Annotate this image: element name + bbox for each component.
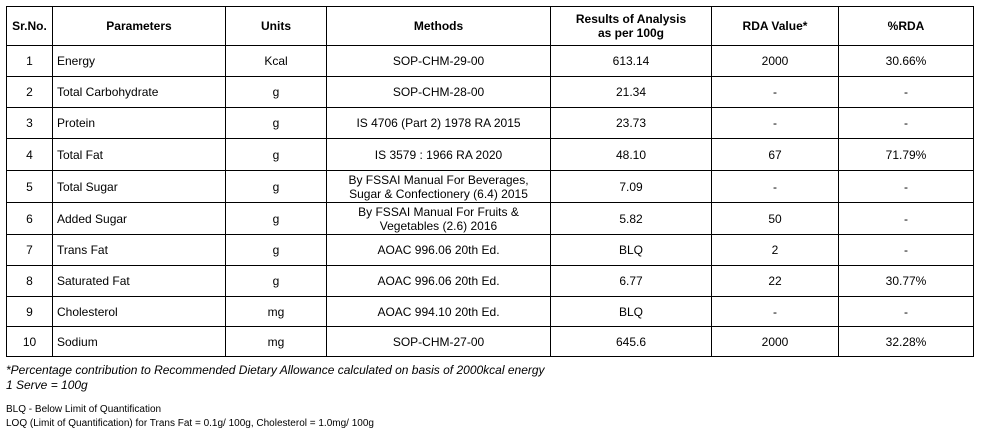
sr-no-cell: 1 xyxy=(7,46,53,77)
loq-note: LOQ (Limit of Quantification) for Trans Fat = 0.1g/ 100g, Cholesterol = 1.0mg/ 100g xyxy=(6,418,374,429)
method-cell xyxy=(327,266,551,297)
method-line: Vegetables (2.6) 2016 xyxy=(379,218,498,233)
pct-rda-cell: - xyxy=(839,235,974,266)
sr-no-cell: 8 xyxy=(7,266,53,297)
parameter-cell: Sodium xyxy=(53,327,226,357)
rda-value-cell: 2 xyxy=(712,235,839,266)
table-row xyxy=(7,235,974,266)
method-line: SOP-CHM-29-00 xyxy=(392,54,485,68)
header-rda-value: RDA Value* xyxy=(712,7,839,46)
method-line: AOAC 994.10 20th Ed. xyxy=(377,304,500,319)
result-cell: 613.14 xyxy=(551,46,712,77)
method-line: SOP-CHM-27-00 xyxy=(392,334,485,349)
table-row xyxy=(7,297,974,327)
method-line: Sugar & Confectionery (6.4) 2015 xyxy=(349,186,528,201)
method-cell xyxy=(327,171,551,203)
notes-section xyxy=(6,363,966,431)
pct-rda-cell: 30.66% xyxy=(839,46,974,77)
method-cell xyxy=(327,108,551,139)
sr-no-cell: 5 xyxy=(7,171,53,203)
pct-rda-cell: 71.79% xyxy=(839,139,974,171)
table-body xyxy=(7,46,974,357)
parameter-cell: Trans Fat xyxy=(53,235,226,266)
method-cell xyxy=(327,327,551,357)
rda-value-cell: 2000 xyxy=(712,327,839,357)
parameter-cell: Cholesterol xyxy=(53,297,226,327)
table-row xyxy=(7,171,974,203)
unit-cell: g xyxy=(226,203,327,235)
pct-rda-cell: - xyxy=(839,77,974,108)
header-units: Units xyxy=(226,7,327,46)
table-row xyxy=(7,77,974,108)
pct-rda-cell: - xyxy=(839,171,974,203)
sr-no-cell: 10 xyxy=(7,327,53,357)
header-methods: Methods xyxy=(327,7,551,46)
unit-cell: g xyxy=(226,139,327,171)
unit-cell: g xyxy=(226,235,327,266)
blq-note: BLQ - Below Limit of Quantification xyxy=(6,404,162,415)
result-cell: 48.10 xyxy=(551,139,712,171)
result-cell: 645.6 xyxy=(551,327,712,357)
method-cell xyxy=(327,235,551,266)
table-row xyxy=(7,108,974,139)
parameter-cell: Energy xyxy=(53,46,226,77)
header-results-line1: Results of Analysis xyxy=(575,12,687,26)
pct-rda-cell: - xyxy=(839,108,974,139)
rda-value-cell: 50 xyxy=(712,203,839,235)
rda-value-cell: - xyxy=(712,297,839,327)
method-cell xyxy=(327,203,551,235)
sr-no-cell: 3 xyxy=(7,108,53,139)
header-row xyxy=(7,7,974,46)
parameter-cell: Total Sugar xyxy=(53,171,226,203)
unit-cell: Kcal xyxy=(226,46,327,77)
unit-cell: g xyxy=(226,171,327,203)
rda-value-cell: 22 xyxy=(712,266,839,297)
result-cell: BLQ xyxy=(551,297,712,327)
pct-rda-cell: 30.77% xyxy=(839,266,974,297)
method-line: SOP-CHM-28-00 xyxy=(392,85,485,99)
table-row xyxy=(7,46,974,77)
unit-cell: mg xyxy=(226,297,327,327)
result-cell: 6.77 xyxy=(551,266,712,297)
sr-no-cell: 4 xyxy=(7,139,53,171)
result-cell: 5.82 xyxy=(551,203,712,235)
unit-cell: g xyxy=(226,266,327,297)
unit-cell: g xyxy=(226,108,327,139)
nutrition-results-table xyxy=(6,6,974,357)
table-row xyxy=(7,266,974,297)
method-cell xyxy=(327,139,551,171)
pct-rda-cell: - xyxy=(839,297,974,327)
result-cell: 23.73 xyxy=(551,108,712,139)
method-line: IS 4706 (Part 2) 1978 RA 2015 xyxy=(356,116,521,130)
method-line: AOAC 996.06 20th Ed. xyxy=(377,274,500,288)
method-cell xyxy=(327,77,551,108)
result-cell: BLQ xyxy=(551,235,712,266)
result-cell: 21.34 xyxy=(551,77,712,108)
method-line: IS 3579 : 1966 RA 2020 xyxy=(374,147,503,162)
method-cell xyxy=(327,297,551,327)
sr-no-cell: 2 xyxy=(7,77,53,108)
rda-value-cell: - xyxy=(712,108,839,139)
rda-value-cell: - xyxy=(712,77,839,108)
serve-size-note: 1 Serve = 100g xyxy=(6,378,88,392)
method-line: AOAC 996.06 20th Ed. xyxy=(377,243,500,257)
header-results-line2: as per 100g xyxy=(597,26,665,40)
rda-value-cell: 67 xyxy=(712,139,839,171)
rda-value-cell: 2000 xyxy=(712,46,839,77)
parameter-cell: Protein xyxy=(53,108,226,139)
sr-no-cell: 6 xyxy=(7,203,53,235)
unit-cell: g xyxy=(226,77,327,108)
parameter-cell: Total Fat xyxy=(53,139,226,171)
method-line: By FSSAI Manual For Beverages, xyxy=(348,172,529,187)
parameter-cell: Added Sugar xyxy=(53,203,226,235)
table-row xyxy=(7,203,974,235)
pct-rda-cell: 32.28% xyxy=(839,327,974,357)
method-line: By FSSAI Manual For Fruits & xyxy=(358,204,519,219)
result-cell: 7.09 xyxy=(551,171,712,203)
header-sr-no: Sr.No. xyxy=(7,7,53,46)
pct-rda-cell: - xyxy=(839,203,974,235)
sr-no-cell: 7 xyxy=(7,235,53,266)
rda-footnote: *Percentage contribution to Recommended Dietary Allowance calculated on basis of 2000kcal energy xyxy=(6,363,545,377)
table-row xyxy=(7,139,974,171)
header-pct-rda: %RDA xyxy=(839,7,974,46)
unit-cell: mg xyxy=(226,327,327,357)
sr-no-cell: 9 xyxy=(7,297,53,327)
rda-value-cell: - xyxy=(712,171,839,203)
method-cell xyxy=(327,46,551,77)
parameter-cell: Total Carbohydrate xyxy=(53,77,226,108)
table-row xyxy=(7,327,974,357)
header-parameters: Parameters xyxy=(53,7,226,46)
header-results xyxy=(551,7,712,46)
parameter-cell: Saturated Fat xyxy=(53,266,226,297)
